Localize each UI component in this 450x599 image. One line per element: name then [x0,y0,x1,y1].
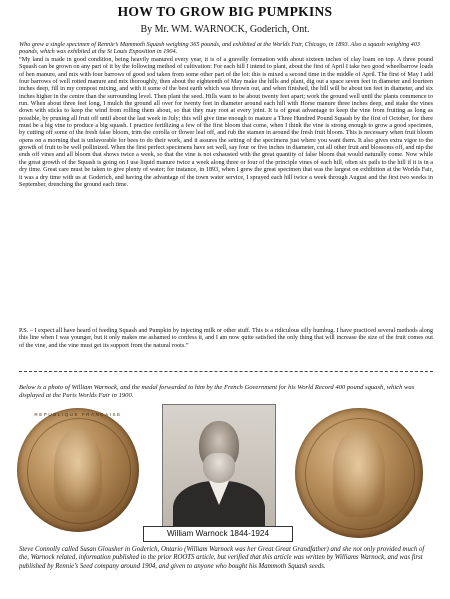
warnock-portrait-photo [162,404,276,529]
medal-inscription: REPUBLIQUE FRANÇAISE [34,412,122,417]
footer-paragraph: Steve Connolly called Susan Glousher in Goderich, Ontario (William Warnock was her Great Great Grandfather) and she not only provided much of the, Warnock related, information published in the prior ROOTS article, but verified that this article was written by Williams Warnock, and was first published by Rennie’s Seed company around 1904, and given to anyone who bought his Mammoth Squash seeds. [19,546,425,570]
article-byline: By Mr. WM. WARNOCK, Goderich, Ont. [140,24,310,35]
medal-figure [54,430,103,512]
photo-caption: Below is a photo of William Warnock, and the medal forwarded to him by the French Government for his World Record 400 pound squash, which was displayed at the Paris Worlds Fair in 1900. [19,384,415,400]
portrait-name-label: William Warnock 1844-1924 [143,526,293,542]
dashed-divider [19,371,433,372]
article-title: HOW TO GROW BIG PUMPKINS [117,4,333,19]
medal-back-image [295,408,423,538]
postscript-paragraph: P.S. – I expect all have heard of feeding Squash and Pumpkin by injecting milk or other stuff. This is a ridiculous silly humbug. I have practiced several methods along this line when I was younger, but it only makes me ashamed to confess it, and I am now quite satisfied the only thing that will increase the size of the fruit comes out of the vine, and the vine must get its support from the natural roots.” [19,327,433,349]
body-paragraph: “My land is made in good condition, being heavily manured every year, it is of a gravelly formation with about sixteen inches of clay loam on top. A three pound Squash can be grown on any part of it by the following method of cultivation: For each hill I intend to plant, about the first of April I take two good wheelbarrow loads of hen manure, and mix with four barrows of good sod taken from some other part of the lot: this is mixed a second time in the middle of April. The first of May I add four barrows of well rotted manure and mix thoroughly, then about the eighteenth of May make the hills and plant, dig out a space seven feet in diameter and fourteen inches deep, fill in my compost mixing, and with it some of the best earth which was thrown out, and when finished, the hill will be about ten feet in diameter, and six inches higher in the centre than the surrounding level. Then plant the seed. Hills want to be about twenty feet apart; work the ground well until the plants commence to run. When about three feet long, I mulch the ground all over for twenty feet in diameter around each hill with Horse manure three inches deep, and stake the vines down with sticks to keep the wind from rolling them about, so that they may root at every joint. It is of great advantage to keep the vine from fruiting as long as possible, by pruning all fruit off until about the last week in July; this will give time enough to mature a Three Hundred Pound Squash by the first of October, for there must be a big vine to produce a big squash. I practice fertilizing a few of the first bloom that come, when I think the vine is strong enough to grow a good specimen, by cutting off some of the fresh false bloom, trim the corolla or flower leaf off, and rub the stamen in around the fresh fruit bloom. This is necessary when fruit bloom opens on a morning that is unfavorable for bees to do their work, and it assures the setting of the specimens just where you want them. It also gives extra vigor to the growth of fruit to be well pollinized. When the first perfect specimens have set well, say four or five inches in diameter, cut all other fruit and blossoms off, and nip the ends off vines and all bloom that shows twice a week, so that the vine is not exhausted with the great quantity of false bloom that would naturally come. Now while the great growth of the Squash is going on I use liquid manure twice a week along three or four of the principle vines of each hill, often six pails to the hill if it is in a dry time. Great care must be taken to give plenty of water; for instance, in 1893, when I grew the great specimen that was the largest on exhibition at the Worlds Fair, it was a dry time with us at Goderich, and having the advantage of the town water service, I sprayed each hill twice a week through August and the first two weeks in September, drenching the ground each time. [19,56,433,188]
medal-front-image [17,408,139,532]
portrait-beard [203,453,235,483]
medal-figure [333,431,384,517]
intro-paragraph: Who grew a single specimen of Rennie’s Mammoth Squash weighing 365 pounds, and exhibited at the Worlds Fair, Chicago, in 1893. Also a squash weighing 403 pounds, which was exhibited at the St Louis Exposition in 1904. [19,41,420,56]
article-header [0,4,450,36]
